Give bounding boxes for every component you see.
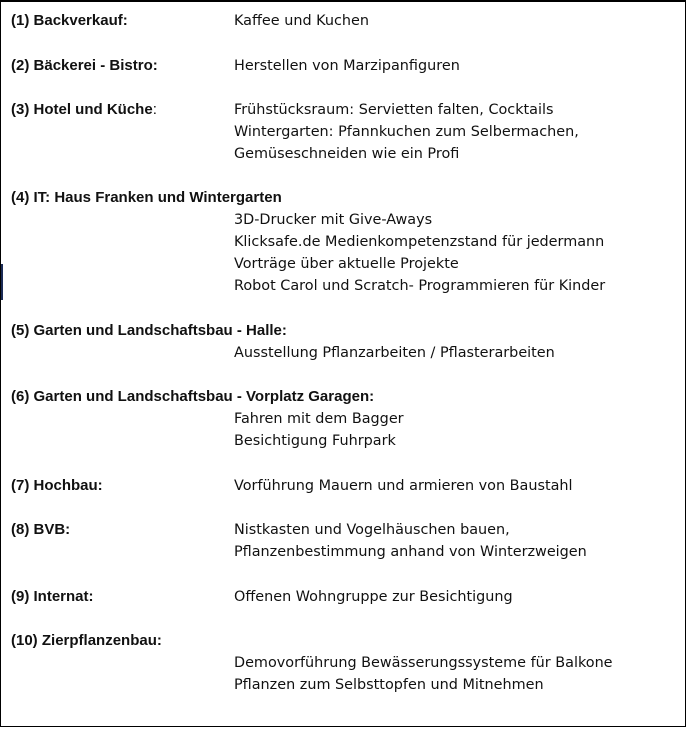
section-number: (6): [11, 388, 30, 405]
section-line: Wintergarten: Pfannkuchen zum Selbermachen,: [234, 124, 579, 140]
section-line-blank: [234, 630, 613, 652]
section-lines: [234, 586, 513, 608]
section-title: IT: Haus Franken und Wintergarten: [33, 189, 282, 206]
section-lines: [234, 10, 369, 32]
section-title: BVB:: [33, 521, 71, 538]
section-heading: [11, 187, 282, 209]
section-heading: [11, 99, 157, 121]
section-lines: [234, 519, 587, 563]
section-lines: [234, 342, 555, 364]
section-line: Nistkasten und Vogelhäuschen bauen,: [234, 522, 510, 538]
section-line: Frühstücksraum: Servietten falten, Cocktails: [234, 102, 554, 118]
section-title: Hochbau:: [33, 477, 103, 494]
section-line: Demovorführung Bewässerungssysteme für Balkone: [234, 655, 613, 671]
section-line: 3D-Drucker mit Give-Aways: [234, 212, 433, 228]
section-line: Klicksafe.de Medienkompetenzstand für jedermann: [234, 234, 605, 250]
section-line: Kaffee und Kuchen: [234, 13, 369, 29]
page-edge-mark: [1, 264, 3, 300]
section-heading: [11, 586, 94, 608]
section-heading: [11, 10, 128, 32]
section-lines: [234, 99, 579, 165]
section-heading: [11, 386, 374, 408]
section-title: Garten und Landschaftsbau - Halle:: [33, 322, 287, 339]
section-title-suffix: :: [152, 101, 157, 118]
section-title: Garten und Landschaftsbau - Vorplatz Garagen:: [33, 388, 375, 405]
section-line: Ausstellung Pflanzarbeiten / Pflasterarbeiten: [234, 345, 555, 361]
section-line: Vorführung Mauern und armieren von Baustahl: [234, 478, 573, 494]
section-number: (2): [11, 57, 30, 74]
section-line: Pflanzen zum Selbsttopfen und Mitnehmen: [234, 677, 544, 693]
section-heading: [11, 475, 103, 497]
section-number: (1): [11, 12, 30, 29]
section-number: (7): [11, 477, 30, 494]
section-lines: [234, 408, 404, 452]
section-line: Robot Carol und Scratch- Programmieren für Kinder: [234, 278, 606, 294]
section-line: Pflanzenbestimmung anhand von Winterzweigen: [234, 544, 587, 560]
section-heading: [11, 320, 287, 342]
section-title: Zierpflanzenbau:: [41, 632, 162, 649]
section-number: (3): [11, 101, 30, 118]
section-line: Herstellen von Marzipanfiguren: [234, 58, 460, 74]
section-title: Internat:: [33, 588, 94, 605]
section-number: (10): [11, 632, 38, 649]
section-number: (8): [11, 521, 30, 538]
section-lines: [234, 630, 613, 696]
section-number: (4): [11, 189, 30, 206]
section-line: Fahren mit dem Bagger: [234, 411, 404, 427]
section-line: Vorträge über aktuelle Projekte: [234, 256, 459, 272]
section-lines: [234, 55, 460, 77]
section-line: Besichtigung Fuhrpark: [234, 433, 396, 449]
section-line: Gemüseschneiden wie ein Profi: [234, 146, 460, 162]
section-lines: [234, 475, 573, 497]
section-heading: [11, 519, 70, 541]
section-number: (5): [11, 322, 30, 339]
section-title: Hotel und Küche: [33, 101, 153, 118]
section-number: (9): [11, 588, 30, 605]
section-title: Bäckerei - Bistro:: [33, 57, 158, 74]
section-line: Offenen Wohngruppe zur Besichtigung: [234, 589, 513, 605]
section-heading: [11, 630, 162, 652]
section-title: Backverkauf:: [33, 12, 128, 29]
section-lines: [234, 209, 605, 297]
section-heading: [11, 55, 158, 77]
